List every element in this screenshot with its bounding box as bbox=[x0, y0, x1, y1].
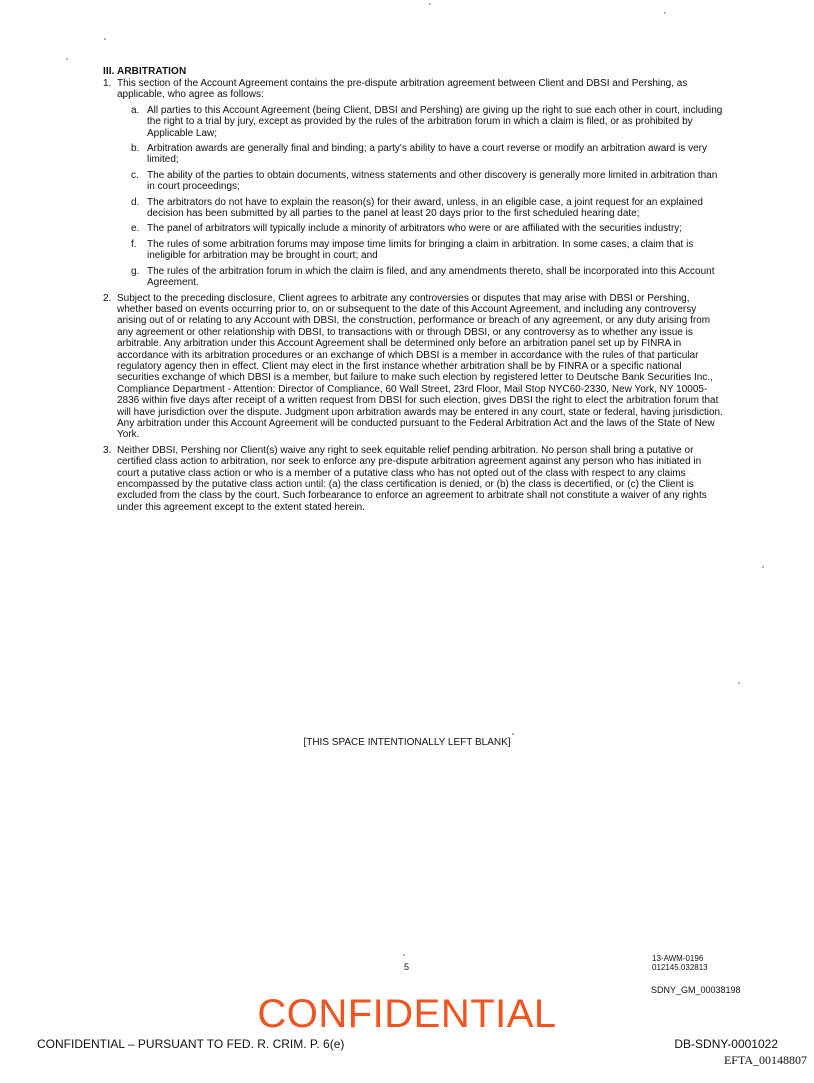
scan-speck bbox=[104, 38, 106, 40]
sub-item-letter: g. bbox=[131, 265, 140, 277]
sub-item-text: Arbitration awards are generally final and binding; a party's ability to have a court reverse or modify an arbitration award is very limited; bbox=[147, 143, 707, 166]
doc-code-line: 13-AWM-0196 bbox=[652, 954, 704, 963]
sub-item-text: The panel of arbitrators will typically include a minority of arbitrators who were or are affiliated with the securities industry; bbox=[147, 223, 683, 235]
footer-efta-number: EFTA_00148807 bbox=[723, 1053, 807, 1067]
sub-item-letter: d. bbox=[131, 196, 140, 208]
sub-item-text: The rules of some arbitration forums may impose time limits for bringing a claim in arbitration. In some cases, a claim that is ineligible for arbitration may be brought in court; and bbox=[147, 238, 694, 262]
scan-speck bbox=[664, 12, 666, 14]
sub-item-text: The arbitrators do not have to explain the reason(s) for their award, unless, in an eligible case, a joint request for an explained decision has been submitted by all parties to the panel at least 20 days prior to the first scheduled hearing date; bbox=[147, 196, 703, 220]
scan-speck bbox=[762, 566, 764, 568]
footer-bates-number: DB-SDNY-0001022 bbox=[674, 1037, 778, 1051]
paragraph-text: This section of the Account Agreement contains the pre-dispute arbitration agreement between Client and DBSI and Pershing, as applicable, who agree as follows: bbox=[117, 78, 688, 101]
paragraph-text: Subject to the preceding disclosure, Client agrees to arbitrate any controversies or disputes that may arise with DBSI or Pershing, whether based on events occurring prior to, on or subsequent to the date of this Account Agreement, and including any controversy arising out of or relating to any Account with DBSI, the construction, performance or breach of any agreement, or any duty arising from any agreement or other relationship with DBSI, to transactions with or through DBSI, or any controversy as to whether any issue is arbitrable. Any arbitration under this Account Agreement shall be determined only before an arbitration panel set up by FINRA in accordance with its arbitration procedures or an exchange of which DBSI is a member in accordance with the rules of that particular regulatory agency then in effect. Client may elect in the first instance whether arbitration shall be by FINRA or a specific national securities exchange of which DBSI is a member, but failure to make such election by registered letter to Deutsche Bank Securities Inc., Compliance Department - Attention: Director of Compliance, 60 Wall Street, 23rd Floor, Mail Stop NYC60-2330, New York, NY 10005-2836 within five days after receipt of a written request from DBSI for such election, gives DBSI the right to elect the arbitration forum that will have jurisdiction over the dispute. Judgment upon arbitration awards may be entered in any court, state or federal, having jurisdiction. Any arbitration under this Account Agreement will be conducted pursuant to the Federal Arbitration Act and the laws of the State of New York. bbox=[117, 292, 723, 441]
footer-confidentiality-notice: CONFIDENTIAL – PURSUANT TO FED. R. CRIM. P. 6(e) bbox=[37, 1037, 345, 1051]
arbitration-body bbox=[103, 78, 723, 517]
sub-item-c bbox=[117, 170, 723, 193]
bates-number-sdny: SDNY_GM_00038198 bbox=[651, 985, 741, 995]
sub-item-d bbox=[117, 197, 723, 220]
doc-code-line: 012145.032813 bbox=[652, 963, 708, 972]
paragraph-2 bbox=[103, 293, 723, 441]
sub-item-text: The rules of the arbitration forum in which the claim is filed, and any amendments thereto, shall be incorporated into this Account Agreement. bbox=[147, 265, 715, 289]
sub-item-g bbox=[117, 266, 723, 289]
sub-item-e bbox=[117, 223, 723, 234]
sub-item-text: All parties to this Account Agreement (being Client, DBSI and Pershing) are giving up the right to sue each other in court, including the right to a trial by jury, except as provided by the rules of the arbitration forum in which a claim is filed, or as prohibited by Applicable Law; bbox=[147, 104, 723, 139]
scan-speck bbox=[429, 3, 431, 5]
scan-speck bbox=[512, 733, 514, 735]
scan-speck bbox=[403, 954, 405, 956]
paragraph-number: 2. bbox=[103, 292, 112, 304]
sub-item-letter: e. bbox=[131, 223, 140, 235]
sub-item-f bbox=[117, 239, 723, 262]
paragraph-3 bbox=[103, 445, 723, 513]
sub-item-letter: f. bbox=[131, 238, 137, 250]
paragraph-number: 3. bbox=[103, 444, 112, 456]
scan-speck bbox=[66, 58, 68, 60]
sub-item-text: The ability of the parties to obtain documents, witness statements and other discovery is generally more limited in arbitration than in court proceedings; bbox=[147, 169, 718, 193]
confidential-stamp: CONFIDENTIAL bbox=[257, 992, 557, 1036]
sub-item-letter: c. bbox=[131, 169, 139, 181]
sub-item-a bbox=[117, 105, 723, 139]
intentionally-blank-notice: [THIS SPACE INTENTIONALLY LEFT BLANK] bbox=[303, 737, 511, 748]
paragraph-number: 1. bbox=[103, 78, 112, 89]
page-number: 5 bbox=[404, 962, 410, 972]
sub-item-letter: b. bbox=[131, 143, 140, 155]
paragraph-1 bbox=[103, 78, 723, 289]
sub-item-b bbox=[117, 143, 723, 166]
document-codes bbox=[652, 954, 708, 972]
paragraph-text: Neither DBSI, Pershing nor Client(s) waive any right to seek equitable relief pending arbitration. No person shall bring a putative or certified class action to arbitration, nor seek to enforce any pre-dispute arbitration agreement against any person who has initiated in court a putative class action or who is a member of a putative class who has not opted out of the class with respect to any claims encompassed by the putative class action until: (a) the class certification is denied, or (b) the class is decertified, or (c) the Client is excluded from the class by the court. Such forbearance to enforce an agreement to arbitrate shall not constitute a waiver of any rights under this agreement except to the extent stated herein. bbox=[117, 444, 707, 513]
sub-item-list bbox=[117, 105, 723, 289]
scan-speck bbox=[738, 682, 740, 684]
sub-item-letter: a. bbox=[131, 104, 140, 116]
section-heading: III. ARBITRATION bbox=[103, 66, 187, 77]
